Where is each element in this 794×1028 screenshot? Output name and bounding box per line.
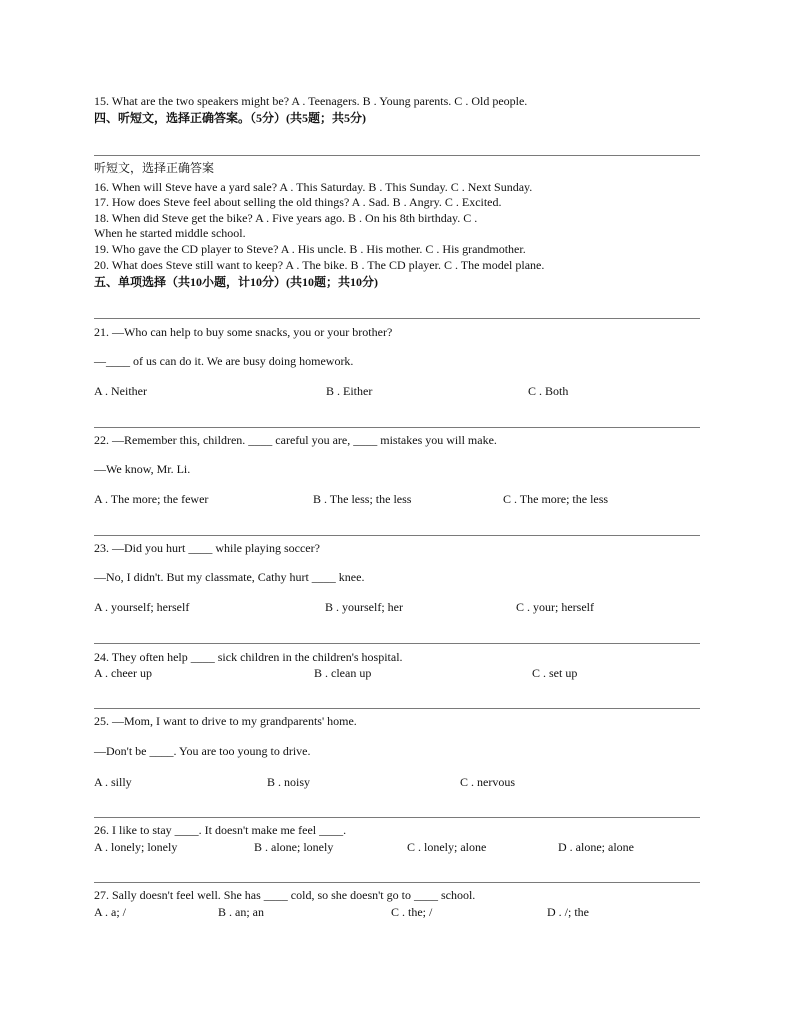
question-26-option-d[interactable]: D . alone; alone bbox=[558, 840, 634, 854]
question-22-option-c[interactable]: C . The more; the less bbox=[503, 492, 609, 506]
question-18-continued: When he started middle school. bbox=[94, 226, 246, 240]
question-26-stem: 26. I like to stay ____. It doesn't make me feel ____. bbox=[94, 823, 347, 837]
question-25-reply: —Don't be ____. You are too young to drive. bbox=[94, 744, 311, 758]
divider bbox=[94, 882, 700, 883]
question-25-option-c[interactable]: C . nervous bbox=[460, 775, 515, 789]
question-18: 18. When did Steve get the bike? A . Five years ago. B . On his 8th birthday. C . bbox=[94, 211, 478, 225]
question-22-option-a[interactable]: A . The more; the fewer bbox=[94, 492, 209, 506]
question-21-stem: 21. —Who can help to buy some snacks, you or your brother? bbox=[94, 325, 393, 339]
question-27-option-c[interactable]: C . the; / bbox=[391, 905, 433, 919]
question-16: 16. When will Steve have a yard sale? A . This Saturday. B . This Sunday. C . Next Sunday. bbox=[94, 180, 533, 194]
divider bbox=[94, 427, 700, 428]
divider bbox=[94, 643, 700, 644]
question-24-stem: 24. They often help ____ sick children in the children's hospital. bbox=[94, 650, 403, 664]
question-26-option-a[interactable]: A . lonely; lonely bbox=[94, 840, 178, 854]
question-23-option-b[interactable]: B . yourself; her bbox=[325, 600, 403, 614]
question-25-option-b[interactable]: B . noisy bbox=[267, 775, 311, 789]
question-21-option-a[interactable]: A . Neither bbox=[94, 384, 147, 398]
question-22-option-b[interactable]: B . The less; the less bbox=[313, 492, 412, 506]
section-4-title: 四、听短文，选择正确答案。（5分）(共5题；共5分) bbox=[94, 111, 366, 125]
question-23-stem: 23. —Did you hurt ____ while playing soccer? bbox=[94, 541, 320, 555]
question-23-option-c[interactable]: C . your; herself bbox=[516, 600, 594, 614]
question-24-option-c[interactable]: C . set up bbox=[532, 666, 578, 680]
question-25-stem: 25. —Mom, I want to drive to my grandparents' home. bbox=[94, 714, 357, 728]
question-20: 20. What does Steve still want to keep? A . The bike. B . The CD player. C . The model plane. bbox=[94, 258, 545, 272]
question-24-option-b[interactable]: B . clean up bbox=[314, 666, 372, 680]
question-22-reply: —We know, Mr. Li. bbox=[94, 462, 191, 476]
divider bbox=[94, 708, 700, 709]
passage-title: 听短文，选择正确答案 bbox=[94, 161, 215, 175]
divider bbox=[94, 535, 700, 536]
question-26-option-c[interactable]: C . lonely; alone bbox=[407, 840, 487, 854]
divider bbox=[94, 318, 700, 319]
question-21-option-c[interactable]: C . Both bbox=[528, 384, 569, 398]
question-23-reply: —No, I didn't. But my classmate, Cathy hurt ____ knee. bbox=[94, 570, 365, 584]
divider bbox=[94, 817, 700, 818]
question-27-stem: 27. Sally doesn't feel well. She has ____ cold, so she doesn't go to ____ school. bbox=[94, 888, 476, 902]
section-5-title: 五、单项选择（共10小题，计10分）(共10题；共10分) bbox=[94, 275, 378, 289]
question-25-option-a[interactable]: A . silly bbox=[94, 775, 132, 789]
question-21-reply: —____ of us can do it. We are busy doing homework. bbox=[94, 354, 354, 368]
question-22-stem: 22. —Remember this, children. ____ careful you are, ____ mistakes you will make. bbox=[94, 433, 497, 447]
question-27-option-a[interactable]: A . a; / bbox=[94, 905, 126, 919]
question-26-option-b[interactable]: B . alone; lonely bbox=[254, 840, 334, 854]
question-24-option-a[interactable]: A . cheer up bbox=[94, 666, 152, 680]
question-19: 19. Who gave the CD player to Steve? A . His uncle. B . His mother. C . His grandmother. bbox=[94, 242, 526, 256]
question-15: 15. What are the two speakers might be? A . Teenagers. B . Young parents. C . Old people. bbox=[94, 94, 528, 108]
question-21-option-b[interactable]: B . Either bbox=[326, 384, 373, 398]
question-27-option-b[interactable]: B . an; an bbox=[218, 905, 264, 919]
question-17: 17. How does Steve feel about selling the old things? A . Sad. B . Angry. C . Excited. bbox=[94, 195, 502, 209]
question-27-option-d[interactable]: D . /; the bbox=[547, 905, 589, 919]
question-23-option-a[interactable]: A . yourself; herself bbox=[94, 600, 190, 614]
divider bbox=[94, 155, 700, 156]
